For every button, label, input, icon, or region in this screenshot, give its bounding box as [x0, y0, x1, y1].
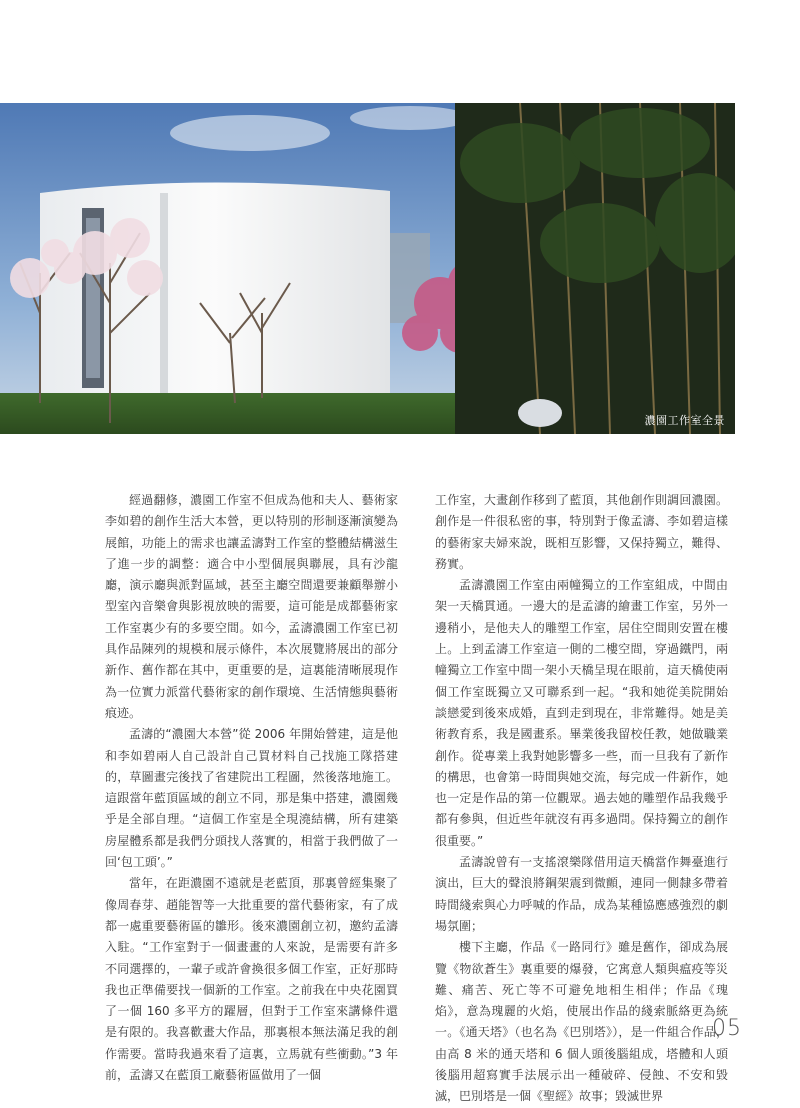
article-column-right [435, 490, 728, 1108]
page-number: 05 [712, 1016, 742, 1041]
paragraph: 孟濤濃園工作室由兩幢獨立的工作室組成，中間由架一天橋貫通。一邊大的是孟濤的繪畫工作室，另外一邊稍小，是他夫人的雕塑工作室，居住空間則安置在樓上。上到孟濤工作室這一側的二樓空間，穿過鐵門，兩幢獨立工作室中間一架小天橋呈現在眼前，這天橋使兩個工作室既獨立又可聯系到一起。“我和她從美院開始談戀愛到後來成婚，直到走到現在，非常難得。她是美術教育系，我是國畫系。畢業後我留校任教，她做職業創作。從專業上我對她影響多一些，而一旦我有了新作的構思，也會第一時間與她交流，每完成一件新作，她也一定是作品的第一位觀眾。過去她的雕塑作品我幾乎都有參與，但近些年就沒有再多過問。保持獨立的創作很重要。” [435, 578, 728, 848]
paragraph-continued: 工作室，大畫創作移到了藍頂，其他創作則調回濃園。創作是一件很私密的事，特別對于像孟濤、李如碧這樣的藝術家夫婦來說，既相互影響，又保持獨立，難得、務實。 [435, 493, 728, 571]
studio-panorama-photo [0, 103, 735, 434]
photo-caption: 濃園工作室全景 [644, 414, 725, 427]
paragraph: 樓下主廳，作品《一路同行》雖是舊作，卻成為展覽《物欲蒼生》裏重要的爆發，它寓意人類與瘟疫等災難、痛苦、死亡等不可避免地相生相伴；作品《瑰焰》，意為瑰麗的火焰，使展出作品的綫索脈絡更為統一。《通天塔》（也名為《巴別塔》），是一件組合作品，由高 8 米的通天塔和 6 個人頭後腦組成，塔體和人頭後腦用超寫實手法展示出一種破碎、侵蝕、不安和毀滅，巴別塔是一個《聖經》故事；毀滅世界 [435, 940, 728, 1104]
paragraph: 經過翻修，濃園工作室不但成為他和夫人、藝術家李如碧的創作生活大本營，更以特別的形制逐漸演變為展館，功能上的需求也讓孟濤對工作室的整體結構滋生了進一步的調整：適合中小型個展與聯展，具有沙龍廳，演示廳與派對區域，甚至主廳空間還要兼顧舉辦小型室內音樂會與影視放映的需要，這可能是成都藝術家工作室裏少有的多要空間。如今，孟濤濃園工作室已初具作品陳列的規模和展示條件，本次展覽將展出的部分新作、舊作都在其中，更重要的是，這裏能清晰展現作為一位實力派當代藝術家的創作環境、生活情態與藝術痕迹。 [105, 493, 398, 720]
studio-scene-illustration [0, 103, 735, 434]
paragraph: 孟濤的“濃園大本營”從 2006 年開始營建，這是他和李如碧兩人自己設計自己買材料自己找施工隊搭建的，草圖畫完後找了省建院出工程圖，然後落地施工。這跟當年藍頂區域的創立不同，那是集中搭建，濃園幾乎是全部自理。“這個工作室是全現澆結構，所有建築房屋體系都是我們分頭找人落實的，相當于我們做了一回‘包工頭’。” [105, 727, 398, 870]
paragraph: 當年，在距濃園不遠就是老藍頂，那裏曾經集聚了像周春芽、趙能智等一大批重要的當代藝術家，有了成都一處重要藝術區的雛形。後來濃園創立初，邀約孟濤入駐。“工作室對于一個畫畫的人來說，是需要有許多不同選擇的，一輩子或許會換很多個工作室，正好那時我也正準備要找一個新的工作室。之前我在中央花園買了一個 160 多平方的躍層，但對于工作室來講條件還是有限的。我喜歡畫大作品，那裏根本無法滿足我的創作需要。當時我過來看了這裏，立馬就有些衝動。”3 年前，孟濤又在藍頂工廠藝術區做用了一個 [105, 876, 398, 1083]
article-column-left [105, 490, 398, 1086]
paragraph: 孟濤說曾有一支搖滾樂隊借用這天橋當作舞臺進行演出，巨大的聲浪將鋼架震到微顫，連同一側隸多帶着時間綫索與心力呼喊的作品，成為某種協應感強烈的劇場氛圍； [435, 855, 728, 933]
